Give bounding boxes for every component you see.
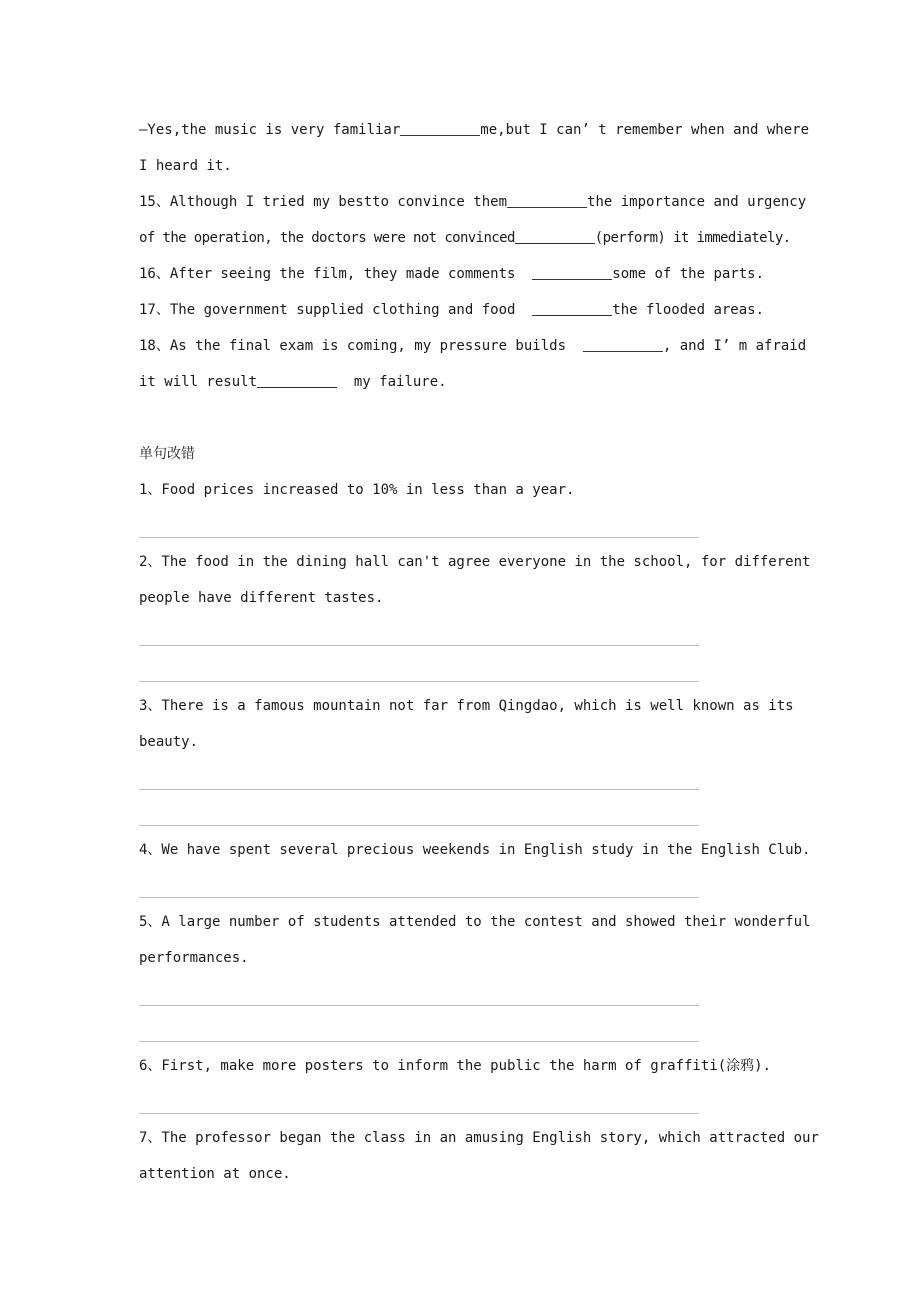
q17-blank[interactable] — [532, 301, 612, 316]
q15-blank-1[interactable] — [507, 193, 587, 208]
worksheet-page — [139, 112, 819, 1192]
correction-item-1-line-1: 1、Food prices increased to 10% in less than a year. — [139, 482, 575, 498]
q18-text-d: my failure. — [337, 374, 447, 390]
correction-item-7-line-1: 7、The professor began the class in an amusing English story, which attracted our — [139, 1130, 819, 1146]
answer-line-5b[interactable] — [139, 1012, 799, 1048]
correction-item-2-line-2: people have different tastes. — [139, 590, 384, 606]
answer-line-6[interactable] — [139, 1084, 799, 1120]
correction-item-5-line-2: performances. — [139, 950, 249, 966]
q18-line-2 — [139, 364, 799, 400]
q15-text-b: the importance and urgency — [587, 194, 807, 210]
section-spacer — [139, 400, 799, 436]
q18-text-b: , and I’ m afraid — [662, 338, 807, 354]
answer-line-3b[interactable] — [139, 796, 799, 832]
q14-line-2: I heard it. — [139, 158, 232, 174]
q14-text-a: —Yes,the music is very familiar — [139, 122, 401, 138]
correction-item-2-line-1: 2、The food in the dining hall can't agree everyone in the school, for different — [139, 554, 811, 570]
q17-line — [139, 292, 799, 328]
q17-text-b: the flooded areas. — [612, 302, 765, 318]
q18-blank-2[interactable] — [257, 373, 337, 388]
q15-line-2 — [139, 220, 799, 256]
q14-line-1 — [139, 112, 810, 148]
correction-item-6-line-1: 6、First, make more posters to inform the public the harm of graffiti(涂鸦). — [139, 1058, 772, 1074]
q16-line — [139, 256, 799, 292]
section-title: 单句改错 — [139, 446, 195, 462]
answer-line-1[interactable] — [139, 508, 799, 544]
q15-text-a: 15、Although I tried my bestto convince them — [139, 194, 508, 210]
answer-line-4[interactable] — [139, 868, 799, 904]
answer-line-2b[interactable] — [139, 652, 799, 688]
q18-text-c: it will result — [139, 374, 258, 390]
correction-item-3-line-2: beauty. — [139, 734, 199, 750]
q16-text-b: some of the parts. — [612, 266, 765, 282]
correction-item-3-line-1: 3、There is a famous mountain not far from Qingdao, which is well known as its — [139, 698, 794, 714]
q14-text-b: me,but I can’ t remember when and where — [480, 122, 810, 138]
q18-line-1 — [139, 328, 807, 364]
answer-line-2a[interactable] — [139, 616, 799, 652]
q16-blank[interactable] — [532, 265, 612, 280]
q16-text-a: 16、After seeing the film, they made comments — [139, 266, 533, 282]
q18-text-a: 18、As the final exam is coming, my pressure builds — [139, 338, 583, 354]
q18-blank-1[interactable] — [583, 337, 663, 352]
answer-line-5a[interactable] — [139, 976, 799, 1012]
correction-item-4-line-1: 4、We have spent several precious weekends in English study in the English Club. — [139, 842, 811, 858]
q15-text-d: (perform) it immediately. — [594, 230, 791, 246]
correction-item-5-line-1: 5、A large number of students attended to the contest and showed their wonderful — [139, 914, 811, 930]
answer-line-3a[interactable] — [139, 760, 799, 796]
q14-blank[interactable] — [400, 121, 480, 136]
q15-line-1 — [139, 184, 807, 220]
correction-item-7-line-2: attention at once. — [139, 1166, 291, 1182]
q17-text-a: 17、The government supplied clothing and food — [139, 302, 533, 318]
q15-text-c: of the operation, the doctors were not convinced — [139, 230, 515, 246]
q15-blank-2[interactable] — [515, 229, 595, 244]
